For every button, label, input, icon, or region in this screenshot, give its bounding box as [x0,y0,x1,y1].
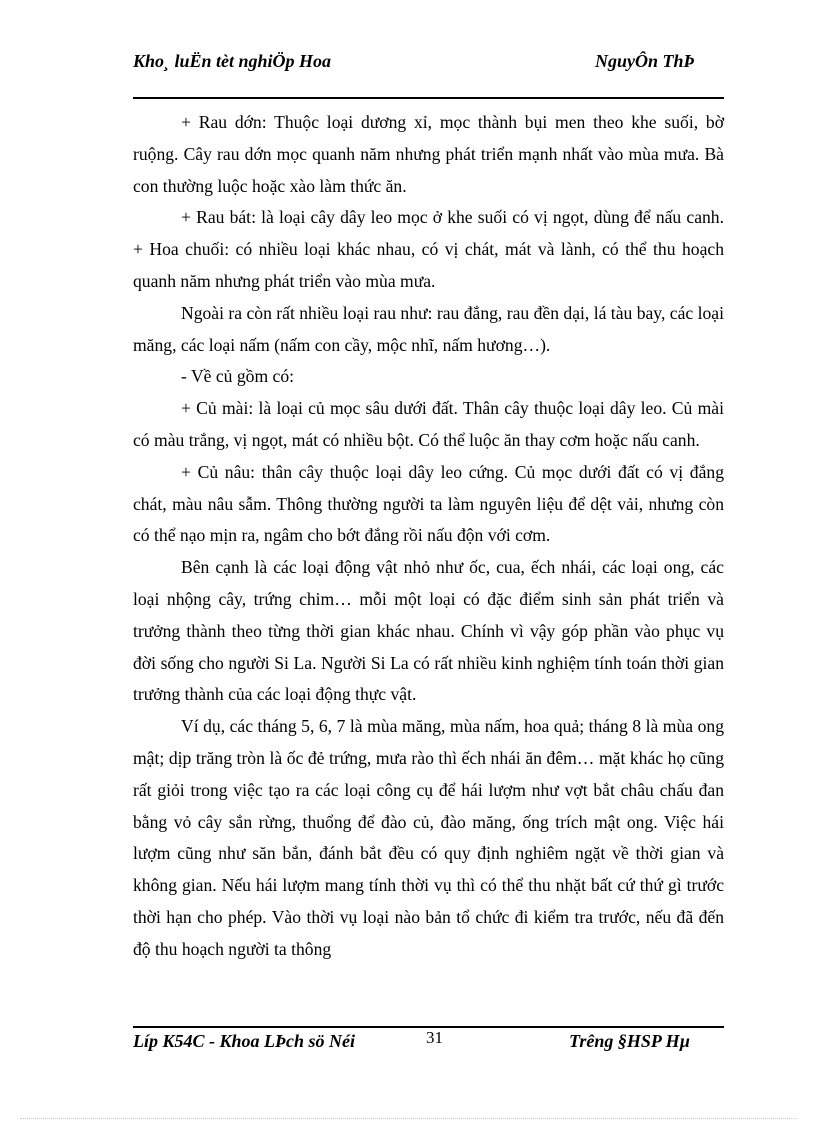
paragraph-cu-mai: + Củ mài: là loại củ mọc sâu dưới đất. Thân cây thuộc loại dây leo. Củ mài có màu trắng, vị ngọt, mát có nhiều bột. Có thể luộc ăn thay cơm hoặc nấu canh. [133,398,724,450]
page-header [133,50,724,94]
footer-university: Trêng §HSP Hµ [569,1031,691,1051]
paragraph-small-animals: Bên cạnh là các loại động vật nhỏ như ốc, cua, ếch nhái, các loại ong, các loại nhộng cây, trứng chim… mỗi một loại có đặc điểm sinh sản phát triển và trưởng thành theo từng thời gian khác nhau. Chính vì vậy góp phần vào phục vụ đời sống cho người Si La. Người Si La có rất nhiều kinh nghiệm tính toán thời gian trưởng thành của các loại động thực vật. [133,557,724,705]
paragraph-other-vegetables: Ngoài ra còn rất nhiều loại rau như: rau đắng, rau đền dại, lá tàu bay, các loại măng, các loại nấm (nấm con cầy, mộc nhĩ, nấm hương…). [133,302,724,355]
paragraph-rau-bat: + Rau bát: là loại cây dây leo mọc ở khe suối có vị ngọt, dùng để nấu canh. + Hoa chuối: có nhiều loại khác nhau, có vị chát, mát và lành, có thể thu hoạch quanh năm nhưng phát triển vào mùa mưa. [133,207,724,291]
page-bottom-dotted-border [20,1118,796,1119]
paragraph-rau-don: + Rau dớn: Thuộc loại dương xỉ, mọc thành bụi men theo khe suối, bờ ruộng. Cây rau dớn mọc quanh năm nhưng phát triển mạnh nhất vào mùa mưa. Bà con thường luộc hoặc xào làm thức ăn. [133,112,724,196]
header-rule [133,97,724,99]
page-number: 31 [426,1028,443,1047]
paragraph-seasons-example: Ví dụ, các tháng 5, 6, 7 là mùa măng, mùa nấm, hoa quả; tháng 8 là mùa ong mật; dịp trăng tròn là ốc đẻ trứng, mưa rào thì ếch nhái ăn đêm… mặt khác họ cũng rất giỏi trong việc tạo ra các loại công cụ để hái lượm như vợt bắt châu chấu đan bằng vỏ cây sắn rừng, thuổng để đào củ, đào măng, ống trích mật ong. Việc hái lượm cũng như săn bắn, đánh bắt đều có quy định nghiêm ngặt về thời gian và không gian. Nếu hái lượm mang tính thời vụ thì có thể thu nhặt bất cứ thứ gì trước thời hạn cho phép. Vào thời vụ loại nào bản tổ chức đi kiểm tra trước, nếu đã đến độ thu hoạch người ta thông [133,716,724,959]
header-author-name: NguyÔn ThÞ [595,51,695,71]
paragraph-tubers-heading: - Về củ gồm có: [181,366,295,387]
footer-class-department: Líp K54C - Khoa LÞch sö Néi [133,1031,356,1051]
document-body [133,107,724,966]
paragraph-cu-nau: + Củ nâu: thân cây thuộc loại dây leo cứng. Củ mọc dưới đất có vị đắng chát, màu nâu sẫm. Thông thường người ta làm nguyên liệu để dệt vải, nhưng còn có thể nạo mịn ra, ngâm cho bớt đắng rồi nấu độn với cơm. [133,461,724,546]
header-thesis-title: Kho¸ luËn tèt nghiÖp Hoa [133,51,332,71]
